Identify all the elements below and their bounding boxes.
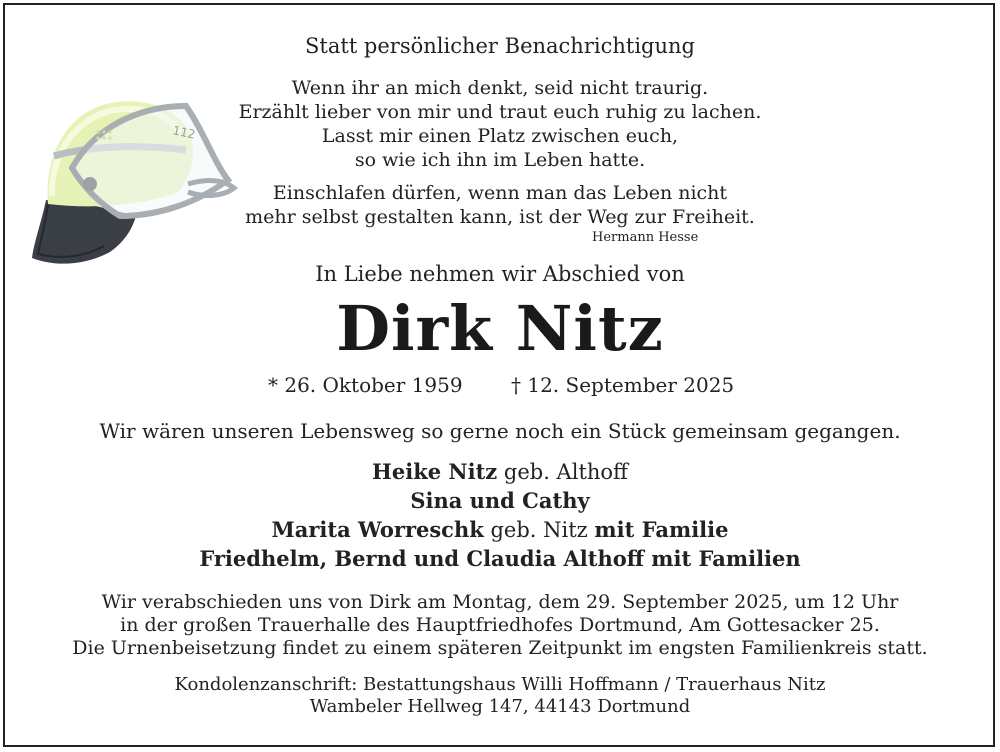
mourner-line <box>0 517 1000 542</box>
poem-line: Lasst mir einen Platz zwischen euch, <box>321 125 679 147</box>
mourner-name: Heike Nitz <box>372 459 498 484</box>
mourner-name: Marita Worreschk <box>271 517 484 542</box>
poem-line: Erzählt lieber von mir und traut euch ruhig zu lachen. <box>238 101 762 123</box>
notice-heading: Statt persönlicher Benachrichtigung <box>305 34 695 58</box>
poem-line: Wenn ihr an mich denkt, seid nicht traurig. <box>291 77 709 99</box>
service-line: Die Urnenbeisetzung findet zu einem späteren Zeitpunkt im engsten Familienkreis statt. <box>72 637 928 659</box>
poem-line: mehr selbst gestalten kann, ist der Weg zur Freiheit. <box>245 206 755 228</box>
mourner-suffix: mit Familie <box>594 517 729 542</box>
mourner-line <box>0 546 1000 571</box>
poem-author: Hermann Hesse <box>592 230 699 245</box>
condolence-line: Wambeler Hellweg 147, 44143 Dortmund <box>309 696 691 717</box>
farewell-message: Wir wären unseren Lebensweg so gerne noch ein Stück gemeinsam gegangen. <box>99 419 901 443</box>
service-line: Wir verabschieden uns von Dirk am Montag, dem 29. September 2025, um 12 Uhr <box>101 591 899 613</box>
service-line: in der großen Trauerhalle des Hauptfriedhofes Dortmund, Am Gottesacker 25. <box>120 614 880 636</box>
birth-date: * 26. Oktober 1959 <box>268 373 463 397</box>
mourner-line <box>0 488 1000 513</box>
poem-line: so wie ich ihn im Leben hatte. <box>354 149 646 171</box>
condolence-line: Kondolenzanschrift: Bestattungshaus Willi Hoffmann / Trauerhaus Nitz <box>174 674 826 695</box>
helmet-number: 112 <box>171 123 197 142</box>
mourner-line <box>0 459 1000 484</box>
death-date: † 12. September 2025 <box>511 373 735 397</box>
poem-line: Einschlafen dürfen, wenn man das Leben nicht <box>272 182 728 204</box>
mourner-name: Sina und Cathy <box>410 488 590 513</box>
intro-text: In Liebe nehmen wir Abschied von <box>315 262 685 286</box>
mourner-detail: geb. Nitz <box>483 518 595 542</box>
deceased-name: Dirk Nitz <box>336 292 664 365</box>
mourner-detail: geb. Althoff <box>497 460 628 484</box>
mourner-name: Friedhelm, Bernd und Claudia Althoff mit Familien <box>199 546 801 571</box>
